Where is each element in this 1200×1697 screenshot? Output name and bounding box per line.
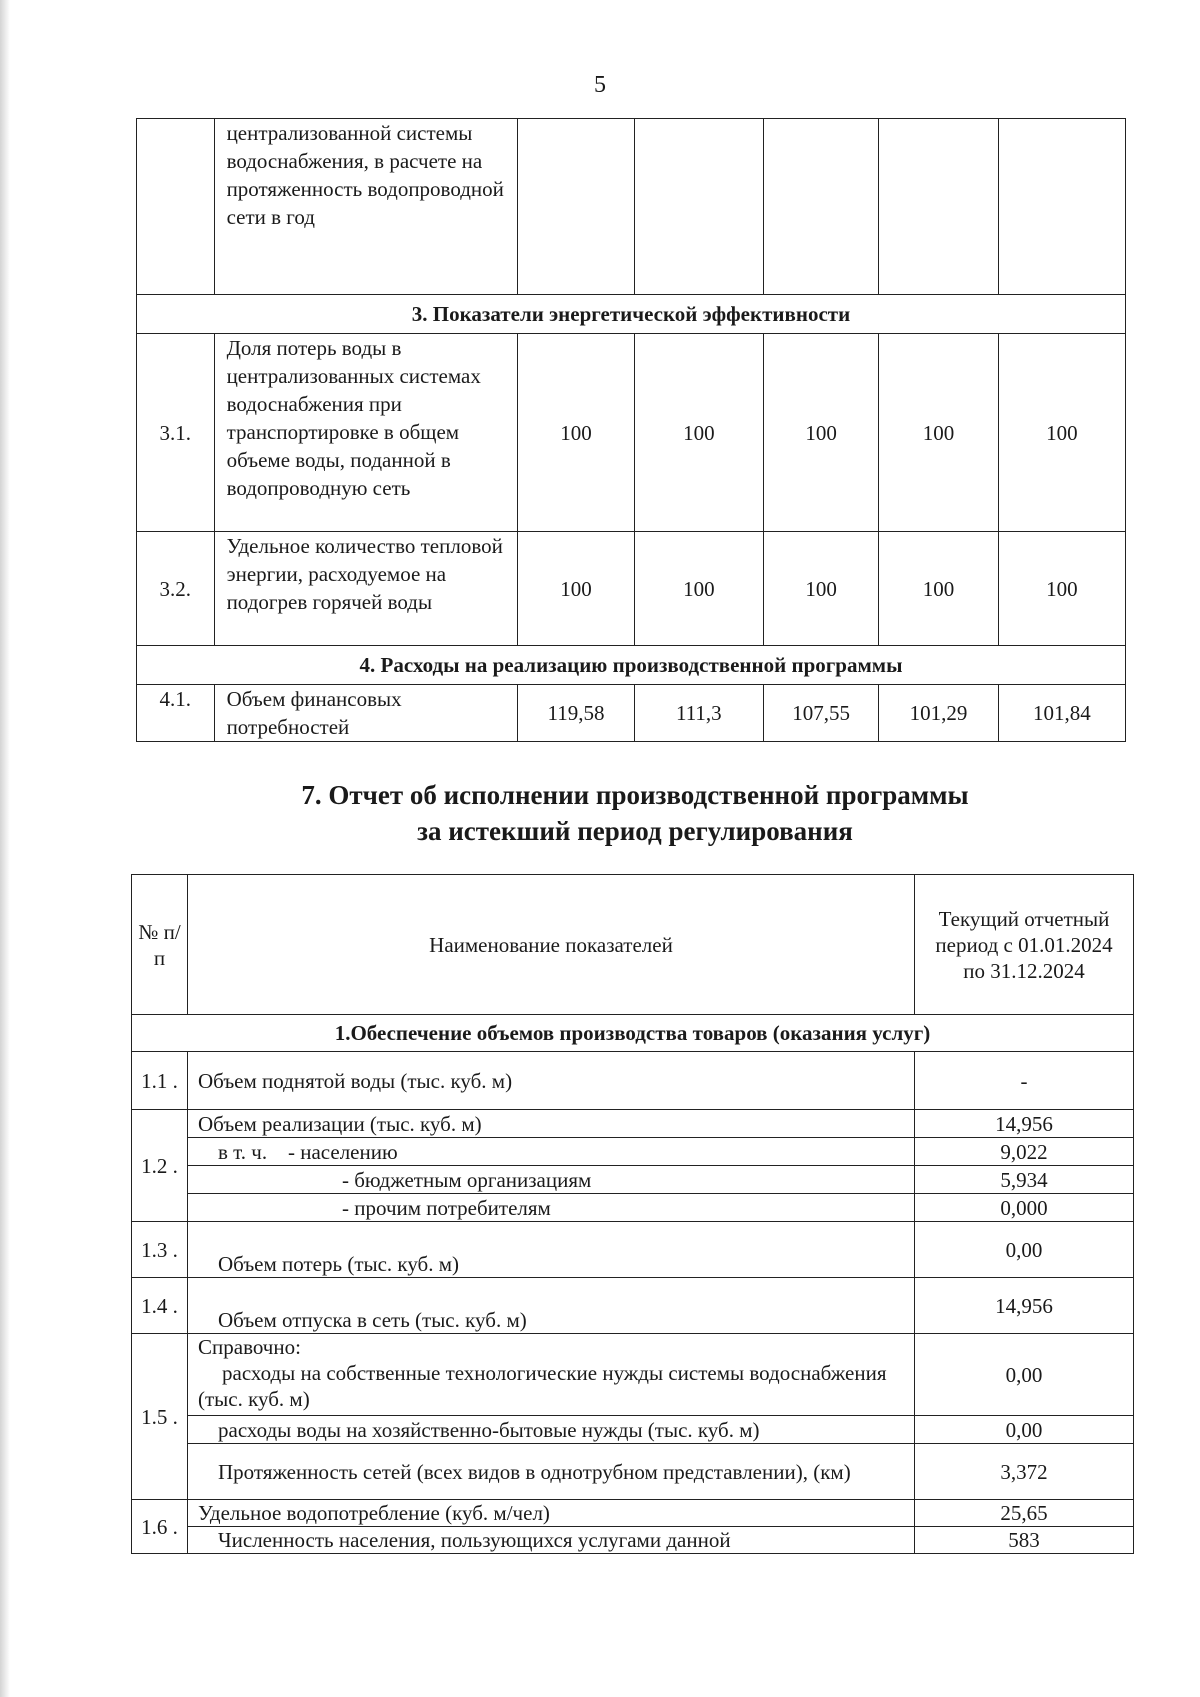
section-title: 1.Обеспечение объемов производства товаров (оказания услуг) bbox=[132, 1015, 1134, 1052]
header-row bbox=[132, 875, 1134, 1015]
value-cell: 100 bbox=[998, 334, 1125, 532]
indicator-name: централизованной системы водоснабжения, в расчете на протяженность водопроводной сети в год bbox=[214, 119, 518, 295]
value-cell: 100 bbox=[998, 532, 1125, 646]
value-cell: 3,372 bbox=[915, 1444, 1134, 1500]
row-number: 3.1. bbox=[137, 334, 215, 532]
report-table bbox=[131, 874, 1134, 1554]
table-row bbox=[132, 1334, 1134, 1416]
table-row bbox=[137, 532, 1126, 646]
value-cell: 100 bbox=[879, 334, 999, 532]
indicator-name: Численность населения, пользующихся услугами данной bbox=[188, 1527, 915, 1554]
indicator-name: Доля потерь воды в централизованных системах водоснабжения при транспортировке в общем объеме воды, поданной в водопроводную сеть bbox=[214, 334, 518, 532]
indicator-name: расходы воды на хозяйственно-бытовые нужды (тыс. куб. м) bbox=[188, 1416, 915, 1444]
table-cell bbox=[763, 119, 878, 295]
table-row bbox=[132, 1166, 1134, 1194]
table-row bbox=[137, 685, 1126, 742]
inclusive-prefix: в т. ч. bbox=[218, 1139, 268, 1164]
table-cell bbox=[634, 119, 763, 295]
indicator-name bbox=[188, 1138, 915, 1166]
indicator-name: Протяженность сетей (всех видов в однотрубном представлении), (км) bbox=[188, 1444, 915, 1500]
row-number: 1.3 . bbox=[132, 1222, 188, 1278]
value-cell: 100 bbox=[879, 532, 999, 646]
value-cell: - bbox=[915, 1052, 1134, 1110]
report-heading-line: 7. Отчет об исполнении производственной программы bbox=[301, 780, 969, 810]
value-cell: 583 bbox=[915, 1527, 1134, 1554]
indicator-name: Объем потерь (тыс. куб. м) bbox=[188, 1222, 915, 1278]
value-cell: 100 bbox=[634, 532, 763, 646]
value-cell: 14,956 bbox=[915, 1110, 1134, 1138]
indicator-name: Удельное водопотребление (куб. м/чел) bbox=[188, 1500, 915, 1527]
indicator-name bbox=[188, 1334, 915, 1416]
value-cell: 107,55 bbox=[763, 685, 878, 742]
reference-label: Справочно: bbox=[198, 1335, 301, 1359]
table-row bbox=[137, 119, 1126, 295]
indicator-name: - прочим потребителям bbox=[188, 1194, 915, 1222]
indicator-label: - населению bbox=[288, 1139, 398, 1164]
indicator-name: - бюджетным организациям bbox=[188, 1166, 915, 1194]
row-number: 1.2 . bbox=[132, 1110, 188, 1222]
value-cell: 111,3 bbox=[634, 685, 763, 742]
row-number: 4.1. bbox=[137, 685, 215, 742]
table-cell bbox=[518, 119, 634, 295]
value-cell: 5,934 bbox=[915, 1166, 1134, 1194]
indicator-name: Удельное количество тепловой энергии, расходуемое на подогрев горячей воды bbox=[214, 532, 518, 646]
section-row bbox=[132, 1015, 1134, 1052]
value-cell: 101,84 bbox=[998, 685, 1125, 742]
table-row bbox=[132, 1138, 1134, 1166]
value-cell: 119,58 bbox=[518, 685, 634, 742]
header-name: Наименование показателей bbox=[188, 875, 915, 1015]
table-cell bbox=[998, 119, 1125, 295]
table-row bbox=[132, 1222, 1134, 1278]
table-row bbox=[132, 1052, 1134, 1110]
value-cell: 14,956 bbox=[915, 1278, 1134, 1334]
report-heading bbox=[0, 777, 1200, 849]
table-cell bbox=[137, 119, 215, 295]
section-title: 4. Расходы на реализацию производственной программы bbox=[137, 646, 1126, 685]
indicators-table bbox=[136, 118, 1126, 742]
report-heading-line: за истекший период регулирования bbox=[417, 816, 853, 846]
value-cell: 100 bbox=[763, 334, 878, 532]
table-row bbox=[132, 1444, 1134, 1500]
value-cell: 9,022 bbox=[915, 1138, 1134, 1166]
value-cell: 25,65 bbox=[915, 1500, 1134, 1527]
table-row bbox=[137, 334, 1126, 532]
value-cell: 100 bbox=[634, 334, 763, 532]
value-cell: 0,000 bbox=[915, 1194, 1134, 1222]
value-cell: 0,00 bbox=[915, 1334, 1134, 1416]
value-cell: 100 bbox=[763, 532, 878, 646]
indicator-name: Объем отпуска в сеть (тыс. куб. м) bbox=[188, 1278, 915, 1334]
value-cell: 101,29 bbox=[879, 685, 999, 742]
row-number: 3.2. bbox=[137, 532, 215, 646]
table-row bbox=[132, 1500, 1134, 1527]
value-cell: 100 bbox=[518, 532, 634, 646]
table-row bbox=[132, 1278, 1134, 1334]
table-row bbox=[132, 1416, 1134, 1444]
table-cell bbox=[879, 119, 999, 295]
row-number: 1.6 . bbox=[132, 1500, 188, 1554]
section-row bbox=[137, 295, 1126, 334]
indicator-name: Объем реализации (тыс. куб. м) bbox=[188, 1110, 915, 1138]
header-number: № п/п bbox=[132, 875, 188, 1015]
table-row bbox=[132, 1110, 1134, 1138]
table-row bbox=[132, 1527, 1134, 1554]
header-period: Текущий отчетный период с 01.01.2024 по 31.12.2024 bbox=[915, 875, 1134, 1015]
value-cell: 0,00 bbox=[915, 1222, 1134, 1278]
row-number: 1.5 . bbox=[132, 1334, 188, 1500]
row-number: 1.1 . bbox=[132, 1052, 188, 1110]
indicator-name: Объем поднятой воды (тыс. куб. м) bbox=[188, 1052, 915, 1110]
value-cell: 0,00 bbox=[915, 1416, 1134, 1444]
indicator-name: Объем финансовых потребностей bbox=[214, 685, 518, 742]
indicator-label: расходы на собственные технологические нужды системы водоснабжения (тыс. куб. м) bbox=[198, 1361, 887, 1411]
section-title: 3. Показатели энергетической эффективности bbox=[137, 295, 1126, 334]
value-cell: 100 bbox=[518, 334, 634, 532]
table-row bbox=[132, 1194, 1134, 1222]
row-number: 1.4 . bbox=[132, 1278, 188, 1334]
page-number: 5 bbox=[594, 72, 606, 98]
section-row bbox=[137, 646, 1126, 685]
